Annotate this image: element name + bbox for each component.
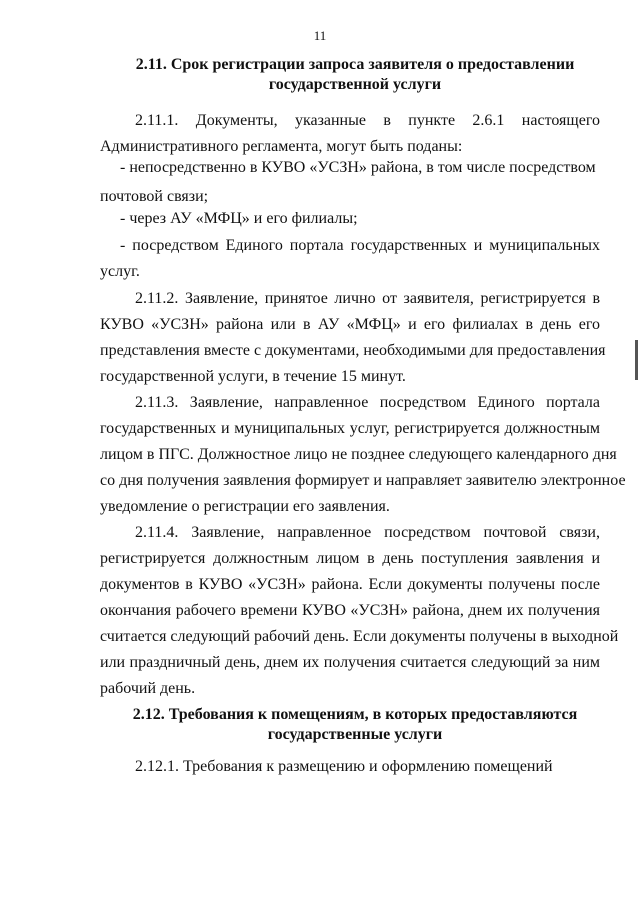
paragraph-line: уведомление о регистрации его заявления. [100,498,390,515]
paragraph-line: считается следующий рабочий день. Если документы получены в выходной [100,628,619,645]
scan-margin-mark [635,340,638,380]
paragraph-line: почтовой связи; [100,188,209,205]
heading-line: 2.12. Требования к помещениям, в которых предоставляются [132,706,578,723]
paragraph-line: услуг. [100,263,140,280]
paragraph-line: со дня получения заявления формирует и направляет заявителю электронное [100,472,626,489]
paragraph-line: или праздничный день, днем их получения считается следующий за ним [100,654,600,671]
heading-line: государственные услуги [267,726,443,743]
paragraph-line: документов в КУВО «УСЗН» района. Если документы получены после [100,576,600,593]
paragraph-line: Административного регламента, могут быть поданы: [100,138,463,155]
section-heading-2-11 [120,55,590,95]
paragraph-line: 2.11.4. Заявление, направленное посредством почтовой связи, [135,524,600,541]
paragraph-line: регистрируется должностным лицом в день поступления заявления и [100,550,600,567]
heading-line: государственной услуги [268,76,442,93]
section-heading-2-12 [120,705,590,745]
paragraph-line: представления вместе с документами, необходимыми для предоставления [100,342,606,359]
paragraph-line: государственных и муниципальных услуг, регистрируется должностным [100,420,600,437]
paragraph-line: 2.12.1. Требования к размещению и оформлению помещений [135,758,553,775]
paragraph-line: рабочий день. [100,680,196,697]
paragraph-line: 2.11.2. Заявление, принятое лично от заявителя, регистрируется в [135,290,600,307]
list-item: - посредством Единого портала государственных и муниципальных [120,237,600,254]
paragraph-line: КУВО «УСЗН» района или в АУ «МФЦ» и его филиалах в день его [100,316,600,333]
list-item: - непосредственно в КУВО «УСЗН» района, в том числе посредством [120,159,596,176]
list-item: - через АУ «МФЦ» и его филиалы; [120,210,358,227]
paragraph-line: государственной услуги, в течение 15 минут. [100,368,406,385]
paragraph-line: лицом в ПГС. Должностное лицо не позднее следующего календарного дня [100,446,617,463]
page-number: 11 [313,28,327,43]
paragraph-line: 2.11.1. Документы, указанные в пункте 2.6.1 настоящего [135,112,600,129]
heading-line: 2.11. Срок регистрации запроса заявителя о предоставлении [135,56,575,73]
paragraph-line: окончания рабочего времени КУВО «УСЗН» района, днем их получения [100,602,600,619]
paragraph-line: 2.11.3. Заявление, направленное посредством Единого портала [135,394,600,411]
